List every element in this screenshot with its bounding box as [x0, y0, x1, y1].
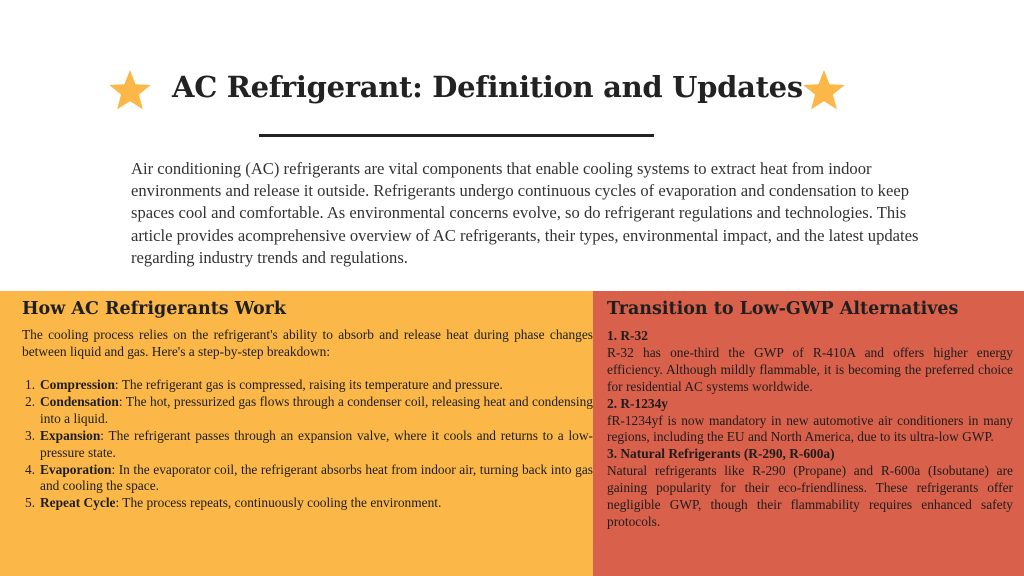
alternative-text: R-32 has one-third the GWP of R-410A and offers higher energy efficiency. Although mildly flammable, it is becoming the preferred choice for residential AC systems worldwide.	[607, 344, 1013, 394]
panel-heading-low-gwp: Transition to Low-GWP Alternatives	[607, 299, 959, 319]
list-item	[22, 377, 593, 394]
list-item	[22, 394, 593, 428]
how-it-works-lead: The cooling process relies on the refrigerant's ability to absorb and release heat during phase changes between liquid and gas. Here's a step-by-step breakdown:	[22, 327, 593, 359]
step-text: : The hot, pressurized gas flows through a condenser coil, releasing heat and condensing into a liquid.	[40, 393, 593, 426]
alternative-text: fR-1234yf is now mandatory in new automotive air conditioners in many regions, including the EU and North America, due to its ultra-low GWP.	[607, 412, 1013, 445]
star-icon	[108, 68, 152, 112]
alternative-title: 1. R-32	[607, 328, 648, 343]
step-number: 3.	[25, 427, 36, 443]
step-text: : The process repeats, continuously cooling the environment.	[115, 495, 442, 511]
step-term: Evaporation	[40, 461, 112, 477]
alternative-title: 3. Natural Refrigerants (R-290, R-600a)	[607, 446, 835, 462]
step-term: Condensation	[40, 393, 119, 409]
cycle-steps-list	[22, 377, 593, 512]
step-number: 1.	[25, 377, 36, 392]
step-term: Compression	[40, 377, 115, 392]
how-it-works-panel	[0, 291, 593, 576]
list-item	[22, 495, 593, 512]
step-number: 2.	[25, 393, 36, 409]
title-row	[0, 64, 1024, 116]
alternatives-list	[607, 328, 1013, 531]
star-icon	[802, 68, 846, 112]
step-text: : The refrigerant gas is compressed, raising its temperature and pressure.	[114, 377, 503, 392]
page-title: AC Refrigerant: Definition and Updates	[172, 70, 803, 104]
list-item	[22, 428, 593, 462]
list-item	[22, 462, 593, 496]
panel-heading-how-it-works: How AC Refrigerants Work	[22, 299, 286, 319]
title-divider	[259, 134, 654, 137]
step-text: : The refrigerant passes through an expansion valve, where it cools and returns to a low-pressure state.	[40, 427, 593, 460]
step-number: 5.	[25, 495, 36, 511]
low-gwp-panel	[593, 291, 1024, 576]
step-term: Repeat Cycle	[40, 495, 116, 511]
step-number: 4.	[25, 461, 36, 477]
step-term: Expansion	[40, 427, 101, 443]
intro-paragraph: Air conditioning (AC) refrigerants are vital components that enable cooling systems to extract heat from indoor environments and release it outside. Refrigerants undergo continuous cycles of evaporation and condensation to keep spaces cool and comfortable. As environmental concerns evolve, so do refrigerant regulations and technologies. This article provides acomprehensive overview of AC refrigerants, their types, environmental impact, and the latest updates regarding industry trends and regulations.	[131, 159, 919, 267]
alternative-title: 2. R-1234y	[607, 395, 668, 411]
alternative-text: Natural refrigerants like R-290 (Propane) and R-600a (Isobutane) are gaining popularity for their eco-friendliness. These refrigerants offer negligible GWP, though their flammability requires enhanced safety protocols.	[607, 463, 1013, 529]
step-text: : In the evaporator coil, the refrigerant absorbs heat from indoor air, turning back into gas and cooling the space.	[40, 461, 593, 494]
